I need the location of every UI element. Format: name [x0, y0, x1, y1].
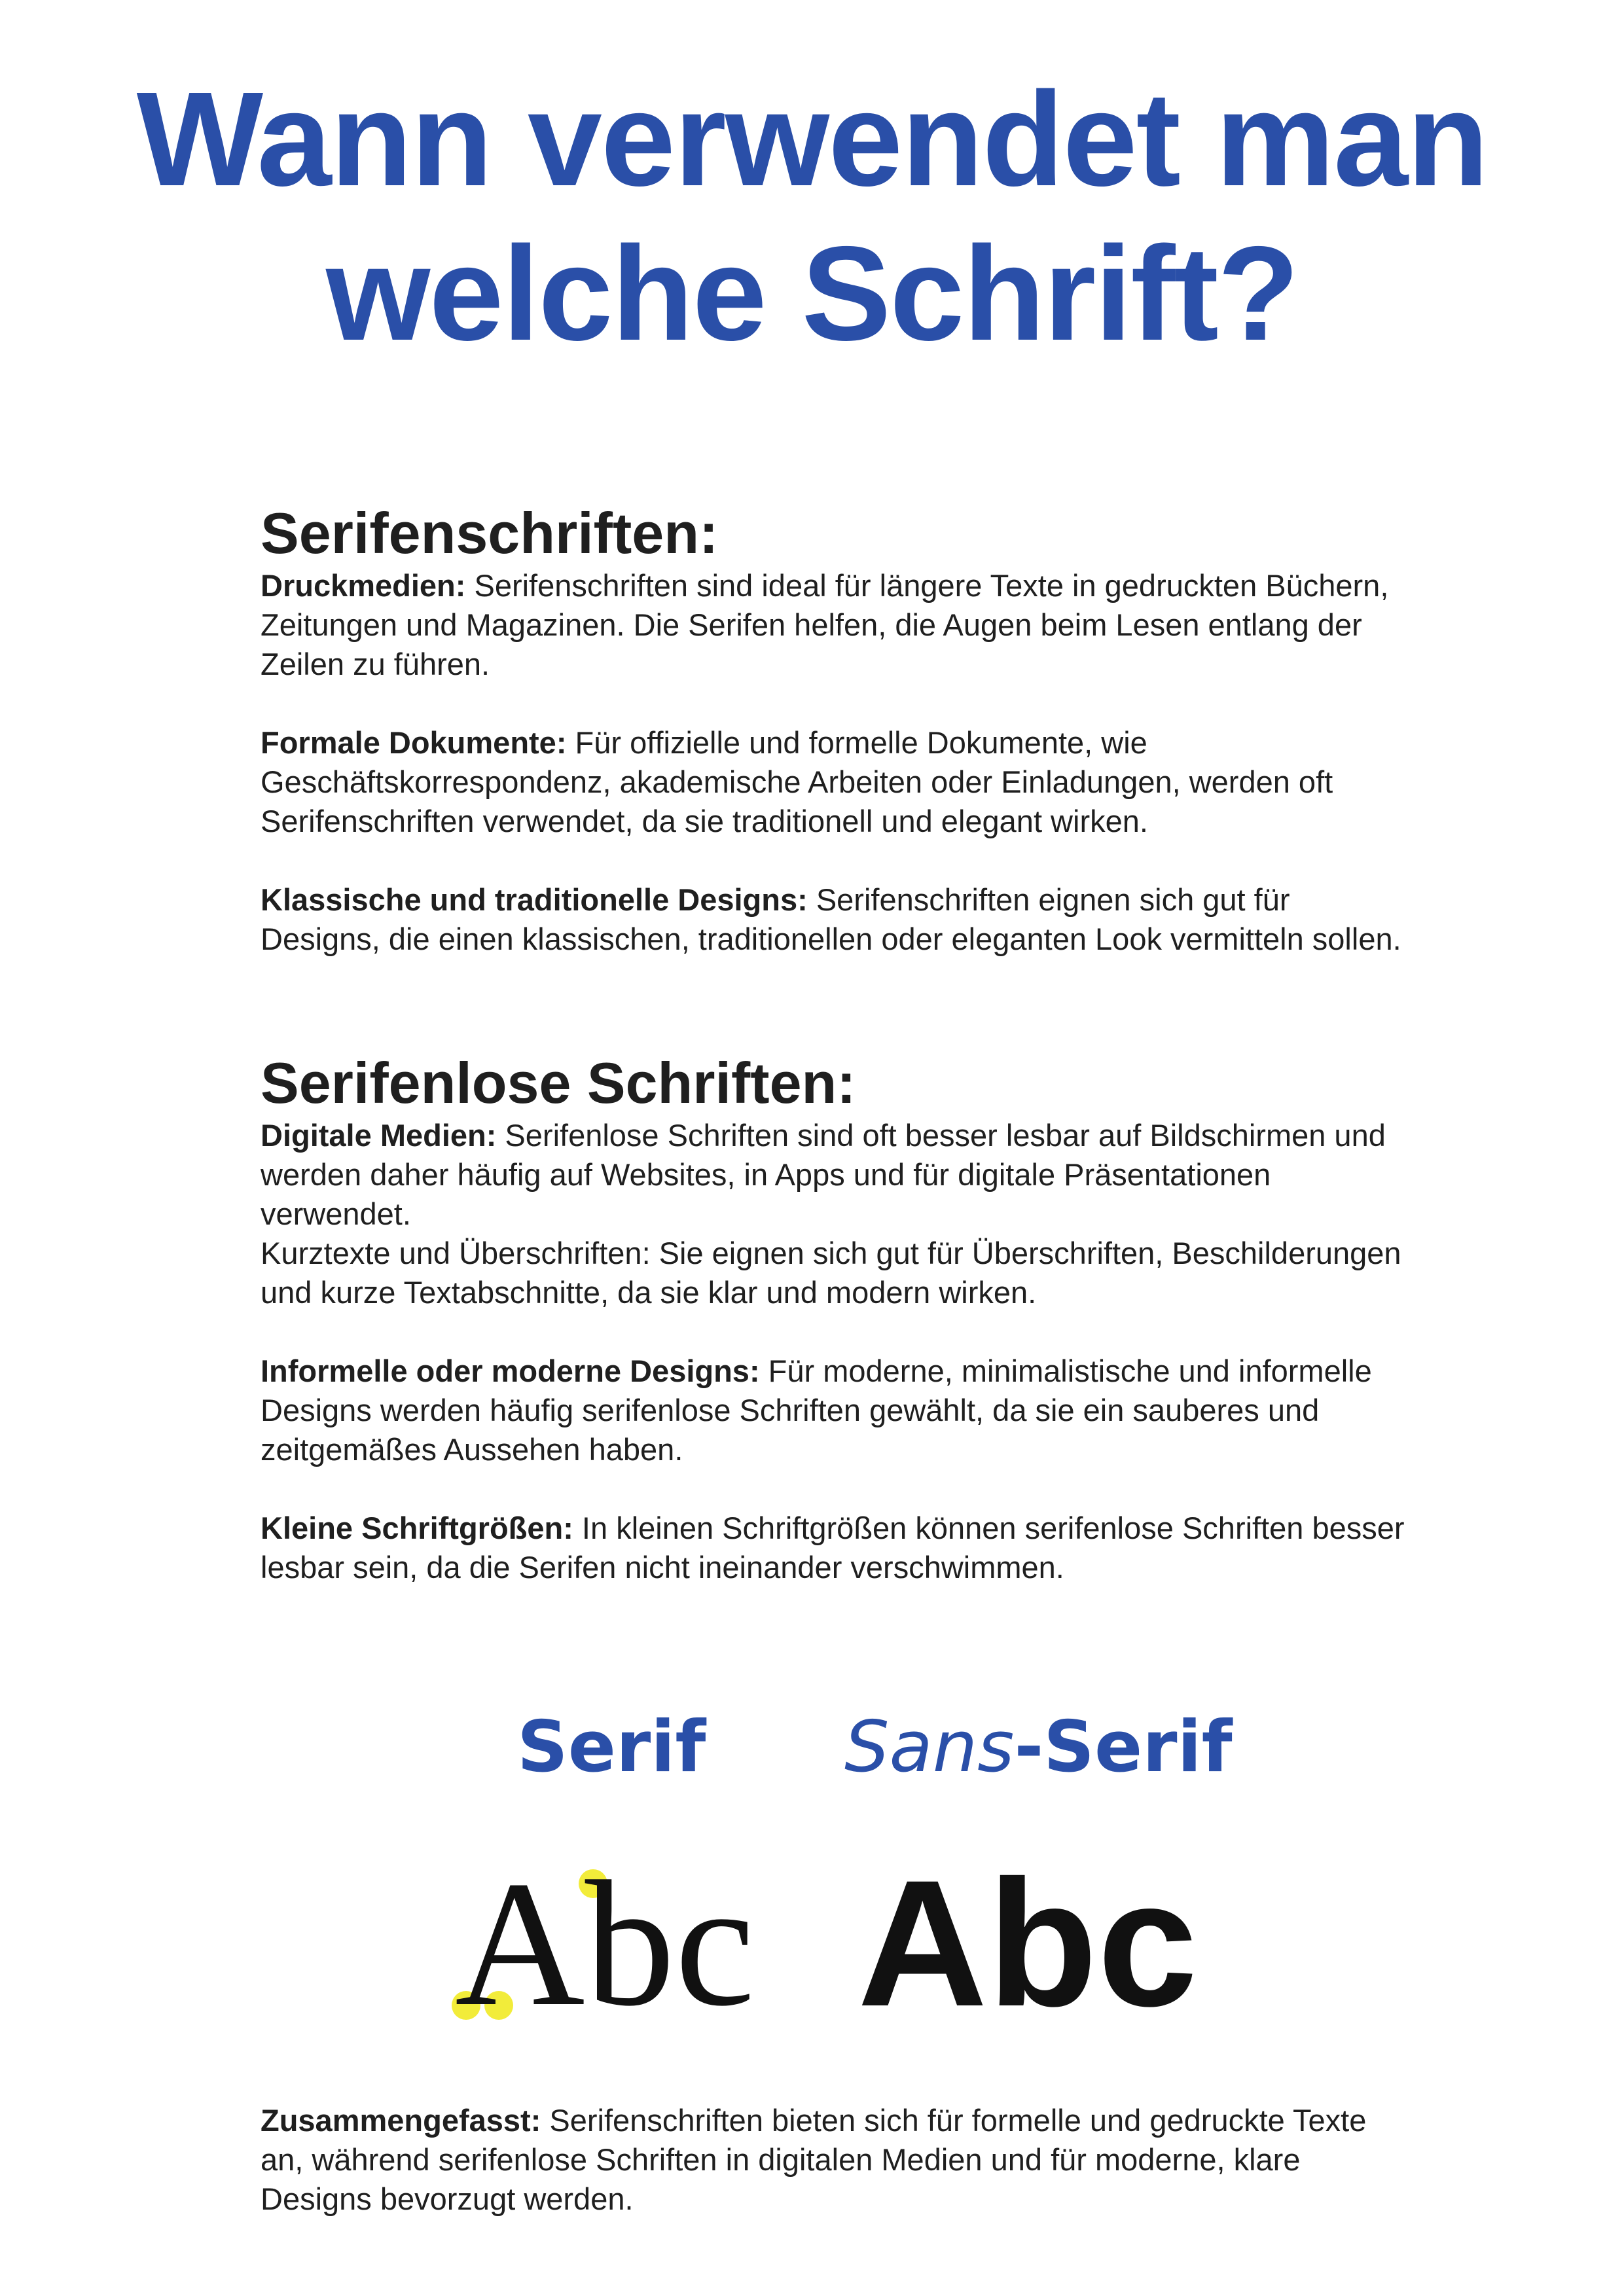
serif-label: Serif: [517, 1706, 706, 1788]
serif-item-formal-label: Formale Dokumente:: [261, 725, 567, 760]
page-title-line-1: Wann verwendet man: [136, 64, 1488, 214]
sans-item-small-sizes: [261, 1509, 1413, 1587]
sans-item-modern: [261, 1352, 1413, 1469]
summary-text: Serifenschriften bieten sich für formelle und gedruckte Texte an, während serifenlose Schriften in digitalen Medien und für moderne, klare Designs bevorzugt werden.: [261, 2103, 1367, 2216]
sans-item-short-texts: Kurztexte und Überschriften: Sie eignen sich gut für Überschriften, Beschilderungen und kurze Textabschnitte, da sie klar und modern wirken.: [261, 1236, 1401, 1310]
sans-item-digital-label: Digitale Medien:: [261, 1118, 497, 1153]
serif-section: [261, 501, 1413, 959]
sans-item-digital: [261, 1116, 1413, 1312]
sans-item-small-sizes-text: In kleinen Schriftgrößen können serifenlose Schriften besser lesbar sein, da die Serifen nicht ineinander verschwimmen.: [261, 1511, 1405, 1585]
serif-sample: Abc: [455, 1844, 755, 2043]
sans-item-modern-label: Informelle oder moderne Designs:: [261, 1354, 760, 1388]
sans-heading: Serifenlose Schriften:: [261, 1050, 856, 1115]
serif-item-formal-text: Für offizielle und formelle Dokumente, wie Geschäftskorrespondenz, akademische Arbeiten oder Einladungen, werden oft Serifenschriften verwendet, da sie traditionell und elegant wirken.: [261, 725, 1333, 838]
summary-paragraph: [261, 2101, 1413, 2219]
serif-item-formal: [261, 723, 1413, 841]
sans-item-small-sizes-label: Kleine Schriftgrößen:: [261, 1511, 573, 1545]
page-title-line-2: welche Schrift?: [325, 219, 1299, 368]
serif-item-classic: [261, 880, 1413, 959]
main-content: [261, 501, 1413, 1587]
serif-item-print-text: Serifenschriften sind ideal für längere Texte in gedruckten Büchern, Zeitungen und Magazinen. Die Serifen helfen, die Augen beim Lesen entlang der Zeilen zu führen.: [261, 568, 1389, 681]
sans-item-digital-text: Serifenlose Schriften sind oft besser lesbar auf Bildschirmen und werden daher häufig auf Websites, in Apps und für digitale Präsentationen verwendet.: [261, 1118, 1386, 1231]
serif-heading: Serifenschriften:: [261, 501, 719, 565]
serif-item-classic-text: Serifenschriften eignen sich gut für Designs, die einen klassischen, traditionellen oder eleganten Look vermitteln sollen.: [261, 882, 1401, 956]
serif-item-print: [261, 566, 1413, 684]
font-comparison-illustration: [0, 1708, 1624, 2049]
sans-serif-label-italic: Sans: [844, 1706, 1015, 1788]
sans-item-modern-text: Für moderne, minimalistische und informelle Designs werden häufig serifenlose Schriften gewählt, da sie ein sauberes und zeitgemäßes Aussehen haben.: [261, 1354, 1372, 1467]
serif-item-print-label: Druckmedien:: [261, 568, 466, 603]
sans-section: [261, 1050, 1413, 1587]
sans-serif-label: [844, 1708, 1233, 1787]
page-title: [0, 62, 1624, 371]
sans-serif-sample: Abc: [857, 1843, 1198, 2044]
sans-serif-label-rest: -Serif: [1014, 1706, 1233, 1788]
serif-item-classic-label: Klassische und traditionelle Designs:: [261, 882, 808, 917]
summary-label: Zusammengefasst:: [261, 2103, 541, 2138]
